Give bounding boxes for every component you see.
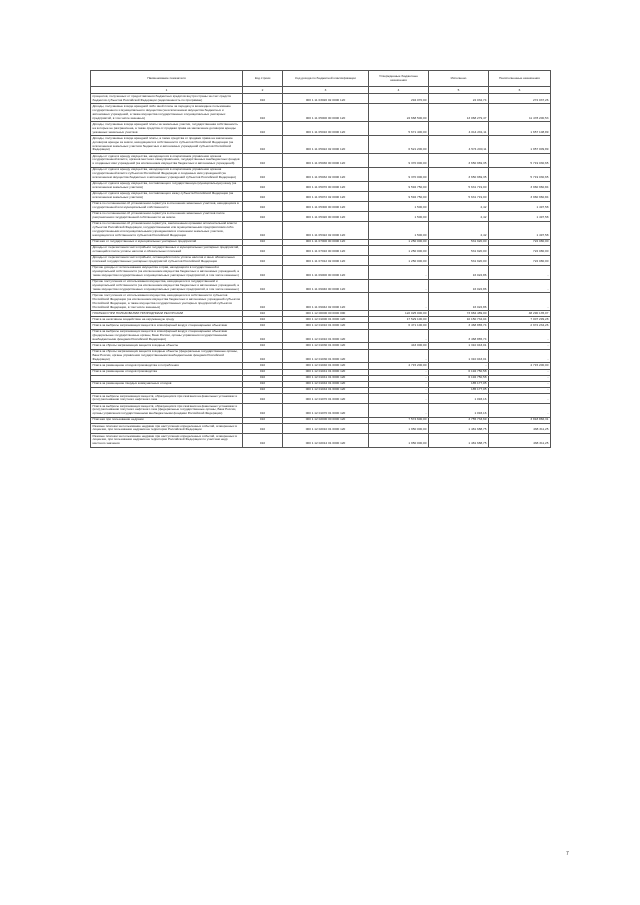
row-remaining: -: [489, 393, 551, 403]
row-remaining: -: [489, 387, 551, 393]
row-code: 010: [243, 423, 283, 433]
row-code: 010: [243, 363, 283, 369]
row-remaining: -: [489, 265, 551, 279]
row-code: 010: [243, 279, 283, 293]
row-code: 010: [243, 387, 283, 393]
table-row: [91, 94, 551, 104]
row-remaining: -: [489, 279, 551, 293]
row-remaining: 3 818 866,31: [489, 417, 551, 423]
row-name: Прочие поступления от использования имущества, находящегося в государственной и муниципальной собственности (за исключением имущества бюджетных и автономных учреждений, а также имущества государственных и муниципальных унитарных предприятий, в том числе казенных): [91, 279, 243, 293]
table-row: [91, 211, 551, 221]
row-code: 010: [243, 317, 283, 323]
row-kbk: 000 1 12 01000 01 0000 120: [283, 317, 369, 323]
table-row: [91, 349, 551, 363]
row-approved: 1 950 000,00: [369, 433, 429, 447]
row-approved: 6 471 100,00: [369, 323, 429, 329]
table-row: [91, 293, 551, 311]
column-number: 1: [91, 87, 243, 94]
row-kbk: 000 1 12 01041 01 6000 120: [283, 375, 369, 381]
row-name: Плата за размещение отходов производства и потребления: [91, 363, 243, 369]
row-code: 010: [243, 417, 283, 423]
table-row: [91, 255, 551, 265]
row-kbk: 000 1 11 05072 02 0000 120: [283, 191, 369, 201]
row-remaining: 1 497,58: [489, 201, 551, 211]
row-executed: 16 022,86: [429, 293, 489, 311]
row-name: Доходы от перечисления части прибыли, остающейся после уплаты налогов и иных обязательных платежей государственных унитарных предприятий субъектов Российской Федерации: [91, 255, 243, 265]
row-approved: 9 592 750,00: [369, 181, 429, 191]
row-approved: 122 025 000,00: [369, 311, 429, 317]
row-kbk: 000 1 11 05322 02 0000 120: [283, 221, 369, 239]
row-executed: 16 022,86: [429, 279, 489, 293]
row-name: Разовые платежи за пользование недрами при наступлении определенных событий, оговоренных в лицензии, при пользовании недрами на территории Российской Федерации по участкам недр местного значения: [91, 433, 243, 447]
row-kbk: 000 1 12 01042 01 6000 120: [283, 387, 369, 393]
row-remaining: -: [489, 403, 551, 417]
row-name: Плата за сбросы загрязняющих веществ в водные объекты: [91, 343, 243, 349]
header-row: [91, 71, 551, 87]
row-kbk: 000 1 12 01040 01 0000 120: [283, 363, 369, 369]
revenue-table: [90, 70, 551, 448]
header-code: Код строки: [243, 71, 283, 87]
row-code: 010: [243, 265, 283, 279]
row-executed: 1 481 688,75: [429, 423, 489, 433]
column-number: 4: [369, 87, 429, 94]
column-number: 2: [243, 87, 283, 94]
row-approved: 9 370 000,00: [369, 153, 429, 167]
row-kbk: 000 1 11 05022 02 0000 120: [283, 136, 369, 154]
row-code: 010: [243, 104, 283, 122]
table-row: [91, 153, 551, 167]
row-code: 010: [243, 122, 283, 136]
row-name: Плата за выбросы загрязняющих веществ в атмосферный воздух стационарными объектами (федеральные государственные органы, Банк России, органы управления государственными внебюджетными фондами Российской Федерации): [91, 329, 243, 343]
row-name: Плата за выбросы загрязняющих веществ, образующихся при сжигании на факельных установках и (или) рассеивании попутного нефтяного газа (федеральные государственные органы, Банк России, органы управления государственными внебюджетными фондами Российской Федерации): [91, 403, 243, 417]
table-row: [91, 393, 551, 403]
row-remaining: -: [489, 375, 551, 381]
row-remaining: 4 715 200,00: [489, 363, 551, 369]
row-name: Доходы от сдачи в аренду имущества, находящегося в оперативном управлении органов государственной власти субъектов Российской Федерации и созданных ими учреждений (за исключением имущества бюджетных и автономных учреждений субъектов Российской Федерации): [91, 167, 243, 181]
row-executed: 2,42: [429, 211, 489, 221]
row-approved: 1 950 000,00: [369, 423, 429, 433]
row-executed: 1 481 688,75: [429, 433, 489, 447]
row-approved: 1 500,00: [369, 201, 429, 211]
row-name: Доходы, получаемые в виде арендной платы за земельные участки, государственная собственность на которые не разграничена, а также средства от продажи права на заключение договоров аренды указанных земельных участков: [91, 122, 243, 136]
row-code: 010: [243, 329, 283, 343]
row-executed: 3 755 733,69: [429, 417, 489, 423]
row-name: Доходы от сдачи в аренду имущества, составляющего казну субъекта Российской Федерации (за исключением земельных участков): [91, 191, 243, 201]
table-row: [91, 167, 551, 181]
row-code: 010: [243, 311, 283, 317]
row-kbk: 000 1 12 02010 01 0000 120: [283, 423, 369, 433]
row-code: 010: [243, 245, 283, 255]
row-code: 010: [243, 393, 283, 403]
row-kbk: 000 1 11 05010 00 0000 120: [283, 122, 369, 136]
table-row: [91, 279, 551, 293]
row-name: Доходы, получаемые в виде арендной платы, а также средства от продажи права на заключение договоров аренды за земли, находящиеся в собственности субъектов Российской Федерации (за исключением земельных участков бюджетных и автономных учреждений субъектов Российской Федерации): [91, 136, 243, 154]
row-code: 010: [243, 255, 283, 265]
row-remaining: 3 960 960,84: [489, 191, 551, 201]
row-code: 010: [243, 94, 283, 104]
row-remaining: 7 007 299,28: [489, 317, 551, 323]
row-executed: 1 310 043,01: [429, 343, 489, 349]
row-remaining: 1 497,58: [489, 221, 551, 239]
row-executed: 185 177,05: [429, 387, 489, 393]
row-kbk: 000 1 12 01070 01 6000 120: [283, 403, 369, 417]
row-remaining: 11 478 200,53: [489, 104, 551, 122]
row-code: 010: [243, 293, 283, 311]
row-code: 010: [243, 323, 283, 329]
column-number: 6: [489, 87, 551, 94]
row-executed: 10 150 734,04: [429, 317, 489, 323]
row-approved: 1 250 000,00: [369, 245, 429, 255]
row-approved: 9 592 750,00: [369, 191, 429, 201]
row-approved: 1 250 000,00: [369, 255, 429, 265]
row-remaining: 5 719 030,65: [489, 153, 551, 167]
row-remaining: 1 657 108,89: [489, 122, 551, 136]
table-row: [91, 201, 551, 211]
row-executed: 2,42: [429, 221, 489, 239]
row-approved: -: [369, 393, 429, 403]
table-row: [91, 191, 551, 201]
row-kbk: 000 1 12 00000 00 0000 000: [283, 311, 369, 317]
row-executed: 531 920,00: [429, 239, 489, 245]
row-code: 010: [243, 403, 283, 417]
row-kbk: 000 1 11 05032 02 0000 120: [283, 167, 369, 181]
row-remaining: 5 719 030,65: [489, 167, 551, 181]
row-name: Доходы от сдачи в аренду имущества, составляющего государственную (муниципальную) казну (за исключением земельных участков): [91, 181, 243, 191]
table-row: [91, 423, 551, 433]
row-approved: -: [369, 279, 429, 293]
row-name: Плата за выбросы загрязняющих веществ в атмосферный воздух стационарными объектами: [91, 323, 243, 329]
row-kbk: 000 1 11 05000 00 0000 120: [283, 104, 369, 122]
row-kbk: 000 1 12 02000 00 0000 120: [283, 417, 369, 423]
row-kbk: 000 1 11 07000 00 0000 120: [283, 239, 369, 245]
row-executed: 531 920,00: [429, 245, 489, 255]
row-executed: 16 022,86: [429, 265, 489, 279]
row-name: Разовые платежи за пользование недрами при наступлении определенных событий, оговоренных в лицензии, при пользовании недрами на территории Российской Федерации: [91, 423, 243, 433]
row-kbk: 000 1 11 05070 00 0000 120: [283, 181, 369, 191]
row-name: Платежи при пользовании недрами: [91, 417, 243, 423]
row-name: Платежи от государственных и муниципальных унитарных предприятий: [91, 239, 243, 245]
row-name: Плата за размещение твердых коммунальных отходов: [91, 381, 243, 387]
row-executed: 1 093,16: [429, 403, 489, 417]
row-kbk: 000 1 12 01070 01 0000 120: [283, 393, 369, 403]
row-remaining: -: [489, 293, 551, 311]
row-approved: 17 529 100,00: [369, 317, 429, 323]
row-name: Доходы от сдачи в аренду имущества, находящегося в оперативном управлении органов государственной власти, органов местного самоуправления, государственных внебюджетных фондов и созданных ими учреждений (за исключением имущества бюджетных и автономных учреждений): [91, 153, 243, 167]
table-row: [91, 181, 551, 191]
row-code: 010: [243, 343, 283, 349]
row-remaining: 2 972 234,26: [489, 323, 551, 329]
row-code: 010: [243, 381, 283, 387]
row-name: Плата по соглашениям об установлении сервитута в отношении земельных участков после разграничения государственной собственности на землю: [91, 211, 243, 221]
row-name: Доходы от перечисления части прибыли государственных и муниципальных унитарных предприятий, остающейся после уплаты налогов и обязательных платежей: [91, 245, 243, 255]
row-approved: -: [369, 329, 429, 343]
header-remaining: Неисполненные назначения: [489, 71, 551, 87]
row-approved: -: [369, 381, 429, 387]
table-row: [91, 403, 551, 417]
row-kbk: 000 1 12 01030 01 0000 120: [283, 343, 369, 349]
header-name: Наименование показателя: [91, 71, 243, 87]
row-remaining: 48 290 135,07: [489, 311, 551, 317]
row-kbk: 000 1 11 07012 02 0000 120: [283, 255, 369, 265]
page-number: 7: [566, 851, 569, 857]
row-name: ПЛАТЕЖИ ПРИ ПОЛЬЗОВАНИИ ПРИРОДНЫМИ РЕСУРСАМИ: [91, 311, 243, 317]
row-name: Плата по соглашениям об установлении сервитута, заключенным органами исполнительной власти субъектов Российской Федерации, государственными или муниципальными предприятиями либо государственными или муниципальными учреждениями в отношении земельных участков, находящихся в собственности субъектов Российской Федерации: [91, 221, 243, 239]
row-code: 010: [243, 201, 283, 211]
row-executed: 3 468 865,74: [429, 329, 489, 343]
table-row: [91, 433, 551, 447]
row-code: 010: [243, 181, 283, 191]
row-remaining: -: [489, 369, 551, 375]
row-kbk: 000 1 11 05320 00 0000 120: [283, 211, 369, 221]
row-approved: -: [369, 349, 429, 363]
row-remaining: -: [489, 381, 551, 387]
row-name: Доходы, получаемые в виде арендной либо иной платы за передачу в возмездное пользование государственного и муниципального имущества (за исключением имущества бюджетных и автономных учреждений, а также имущества государственных и муниципальных унитарных предприятий, в том числе казенных): [91, 104, 243, 122]
row-executed: 4 574 200,11: [429, 136, 489, 154]
row-approved: 7 574 600,00: [369, 417, 429, 423]
row-executed: 22 032,74: [429, 94, 489, 104]
row-remaining: 1 497,58: [489, 211, 551, 221]
row-executed: -: [429, 363, 489, 369]
table-row: [91, 329, 551, 343]
row-executed: 5 631 719,00: [429, 181, 489, 191]
row-executed: 185 177,05: [429, 381, 489, 387]
row-name: Плата за размещение отходов производства: [91, 369, 243, 375]
column-number: 3: [283, 87, 369, 94]
row-executed: 1 310 043,01: [429, 349, 489, 363]
row-approved: 1 500,00: [369, 211, 429, 221]
row-code: 010: [243, 211, 283, 221]
row-remaining: -: [489, 329, 551, 343]
row-name: процентов, полученных от предоставления бюджетных кредитов внутри страны за счет средств бюджетов субъектов Российской Федерации (задолженность по программе): [91, 94, 243, 104]
row-executed: 6 192 750,58: [429, 369, 489, 375]
row-code: 010: [243, 239, 283, 245]
table-row: [91, 245, 551, 255]
row-remaining: -: [489, 343, 551, 349]
row-kbk: 000 1 12 01041 01 0000 120: [283, 369, 369, 375]
row-executed: 13 068 279,47: [429, 104, 489, 122]
row-name: Плата по соглашениям об установлении сервитута в отношении земельных участков, находящихся в государственной или муниципальной собственности: [91, 201, 243, 211]
row-code: 010: [243, 167, 283, 181]
row-executed: 3 650 969,35: [429, 153, 489, 167]
row-code: 010: [243, 191, 283, 201]
row-executed: 2,42: [429, 201, 489, 211]
row-approved: 1 250 000,00: [369, 239, 429, 245]
row-executed: 3 468 865,74: [429, 323, 489, 329]
column-number: 5: [429, 87, 489, 94]
row-remaining: 722 080,00: [489, 255, 551, 265]
row-executed: 1 093,16: [429, 393, 489, 403]
row-executed: 73 984 489,00: [429, 311, 489, 317]
row-kbk: 000 1 12 01010 01 0000 120: [283, 323, 369, 329]
row-approved: 4 715 200,00: [369, 363, 429, 369]
row-kbk: 000 1 11 09042 02 0000 120: [283, 293, 369, 311]
row-approved: 294 070,00: [369, 94, 429, 104]
row-code: 010: [243, 349, 283, 363]
row-code: 010: [243, 369, 283, 375]
row-kbk: 000 1 11 09040 00 0000 120: [283, 279, 369, 293]
row-executed: 5 631 719,00: [429, 191, 489, 201]
row-approved: -: [369, 265, 429, 279]
row-approved: 5 671 400,00: [369, 122, 429, 136]
row-remaining: 3 960 960,84: [489, 181, 551, 191]
row-approved: 9 370 000,00: [369, 167, 429, 181]
row-approved: 443 000,00: [369, 343, 429, 349]
row-name: Плата за выбросы загрязняющих веществ, образующихся при сжигании на факельных установках и (или) рассеивании попутного нефтяного газа: [91, 393, 243, 403]
row-remaining: 468 311,25: [489, 433, 551, 447]
row-executed: 6 192 750,58: [429, 375, 489, 381]
row-code: 010: [243, 153, 283, 167]
row-kbk: 000 1 11 09000 00 0000 120: [283, 265, 369, 279]
row-kbk: 000 1 11 03020 02 0000 120: [283, 94, 369, 104]
row-kbk: 000 1 11 07010 00 0000 120: [283, 245, 369, 255]
row-code: 010: [243, 433, 283, 447]
row-remaining: 722 080,00: [489, 245, 551, 255]
table-row: [91, 221, 551, 239]
table-row: [91, 104, 551, 122]
row-remaining: 272 037,26: [489, 94, 551, 104]
table-row: [91, 122, 551, 136]
row-name: Прочие поступления от использования имущества, находящегося в собственности субъектов Российской Федерации (за исключением имущества бюджетных и автономных учреждений субъектов Российской Федерации, а также имущества государственных унитарных предприятий субъектов Российской Федерации, в том числе казенных): [91, 293, 243, 311]
row-approved: -: [369, 403, 429, 417]
row-approved: -: [369, 387, 429, 393]
row-approved: 1 500,00: [369, 221, 429, 239]
report-sheet: [90, 70, 550, 448]
row-kbk: 000 1 12 01042 01 0000 120: [283, 381, 369, 387]
row-code: 010: [243, 221, 283, 239]
table-row: [91, 136, 551, 154]
header-kbk: Код дохода по бюджетной классификации: [283, 71, 369, 87]
row-approved: -: [369, 369, 429, 375]
row-remaining: -: [489, 349, 551, 363]
row-remaining: 468 311,25: [489, 423, 551, 433]
row-kbk: 000 1 12 02012 01 0000 120: [283, 433, 369, 447]
row-remaining: 1 957 009,89: [489, 136, 551, 154]
column-number-row: [91, 87, 551, 94]
row-kbk: 000 1 12 01010 01 6000 120: [283, 329, 369, 343]
row-code: 010: [243, 375, 283, 381]
row-name: Плата за сбросы загрязняющих веществ в водные объекты (федеральные государственные органы, Банк России, органы управления государственными внебюджетными фондами Российской Федерации): [91, 349, 243, 363]
row-executed: 531 920,00: [429, 255, 489, 265]
row-approved: -: [369, 375, 429, 381]
row-kbk: 000 1 12 01030 01 6000 120: [283, 349, 369, 363]
row-code: 010: [243, 136, 283, 154]
row-kbk: 000 1 11 05300 00 0000 120: [283, 201, 369, 211]
row-approved: 6 521 200,00: [369, 136, 429, 154]
row-name: Плата за негативное воздействие на окружающую среду: [91, 317, 243, 323]
table-row: [91, 265, 551, 279]
row-executed: 3 650 969,35: [429, 167, 489, 181]
row-remaining: 722 080,00: [489, 239, 551, 245]
row-executed: 4 014 291,11: [429, 122, 489, 136]
row-kbk: 000 1 11 05030 00 0000 120: [283, 153, 369, 167]
header-executed: Исполнено: [429, 71, 489, 87]
row-approved: 24 668 500,00: [369, 104, 429, 122]
header-approved: Утвержденные бюджетные назначения: [369, 71, 429, 87]
row-name: Прочие доходы от использования имущества и прав, находящихся в государственной и муниципальной собственности (за исключением имущества бюджетных и автономных учреждений, а также имущества государственных и муниципальных унитарных предприятий, в том числе казенных): [91, 265, 243, 279]
row-approved: -: [369, 293, 429, 311]
